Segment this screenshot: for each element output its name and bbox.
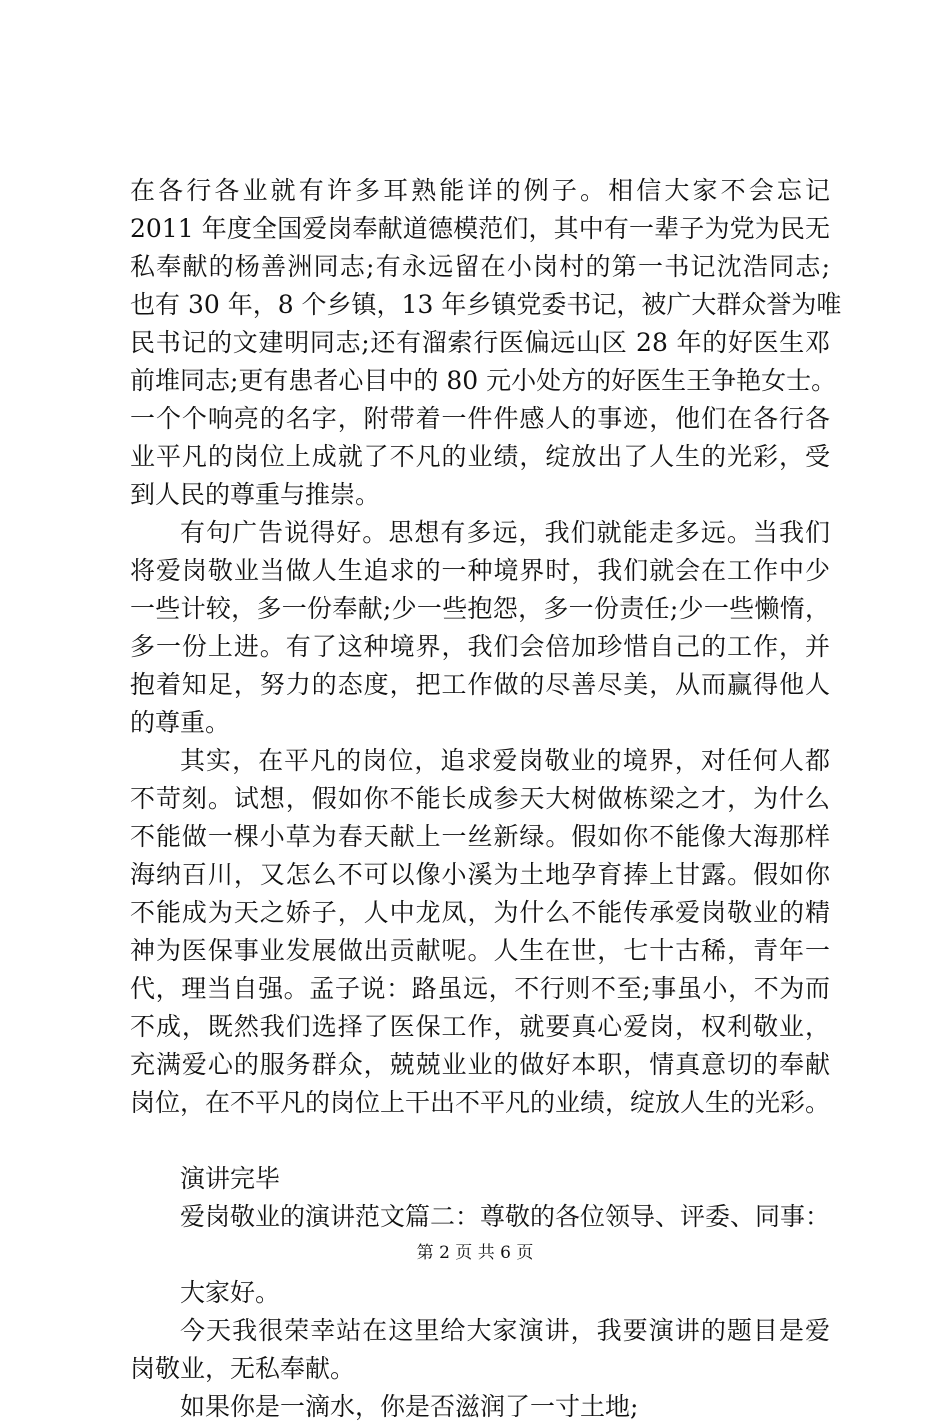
text-line: 不成，既然我们选择了医保工作，就要真心爱岗，权利敬业，	[130, 1012, 830, 1041]
text-line: 一些计较，多一份奉献;少一些抱怨，多一份责任;少一些懒惰，	[130, 594, 830, 623]
text-line: 海纳百川，又怎么不可以像小溪为土地孕育捧上甘露。假如你	[130, 860, 830, 889]
section-heading: 爱岗敬业的演讲范文篇二：尊敬的各位领导、评委、同事：	[180, 1202, 831, 1231]
paragraph-first-line: 其实，在平凡的岗位，追求爱岗敬业的境界，对任何人都	[180, 746, 830, 775]
text-line: 不能成为天之娇子，人中龙凤，为什么不能传承爱岗敬业的精	[130, 898, 830, 927]
text-line: 民书记的文建明同志;还有溜索行医偏远山区 28 年的好医生邓	[130, 328, 830, 357]
document-body	[130, 172, 842, 1426]
text-line: 将爱岗敬业当做人生追求的一种境界时，我们就会在工作中少	[130, 556, 830, 585]
text-line: 一个个响亮的名字，附带着一件件感人的事迹，他们在各行各	[130, 404, 830, 433]
paragraph-first-line: 有句广告说得好。思想有多远，我们就能走多远。当我们	[180, 518, 830, 547]
greeting-line: 大家好。	[180, 1278, 281, 1307]
text-line: 业平凡的岗位上成就了不凡的业绩，绽放出了人生的光彩，受	[130, 442, 830, 471]
text-line: 前堆同志;更有患者心目中的 80 元小处方的好医生王争艳女士。	[130, 366, 837, 395]
paragraph-gap	[130, 1122, 830, 1160]
text-line: 的尊重。	[130, 708, 231, 737]
text-line: 代，理当自强。孟子说：路虽远，不行则不至;事虽小，不为而	[130, 974, 830, 1003]
closing-line: 演讲完毕	[180, 1164, 281, 1193]
text-line: 不苛刻。试想，假如你不能长成参天大树做栋梁之才，为什么	[130, 784, 830, 813]
text-line: 抱着知足，努力的态度，把工作做的尽善尽美，从而赢得他人	[130, 670, 830, 699]
text-line: 在各行各业就有许多耳熟能详的例子。相信大家不会忘记	[130, 176, 830, 205]
text-line: 充满爱心的服务群众，兢兢业业的做好本职，情真意切的奉献	[130, 1050, 830, 1079]
text-line: 也有 30 年，8 个乡镇，13 年乡镇党委书记，被广大群众誉为唯	[130, 290, 842, 319]
text-line: 岗位，在不平凡的岗位上干出不平凡的业绩，绽放人生的光彩。	[130, 1088, 831, 1117]
text-line: 神为医保事业发展做出贡献呢。人生在世，七十古稀，青年一	[130, 936, 830, 965]
text-line: 2011 年度全国爱岗奉献道德模范们，其中有一辈子为党为民无	[130, 214, 830, 243]
text-line: 到人民的尊重与推崇。	[130, 480, 381, 509]
text-line: 多一份上进。有了这种境界，我们会倍加珍惜自己的工作，并	[130, 632, 830, 661]
text-line: 岗敬业，无私奉献。	[130, 1354, 356, 1383]
paragraph-first-line: 如果你是一滴水，你是否滋润了一寸土地;	[180, 1392, 639, 1421]
page-number-footer: 第 2 页 共 6 页	[416, 1243, 534, 1263]
text-line: 私奉献的杨善洲同志;有永远留在小岗村的第一书记沈浩同志;	[130, 252, 830, 281]
text-line: 不能做一棵小草为春天献上一丝新绿。假如你不能像大海那样	[130, 822, 830, 851]
paragraph-first-line: 今天我很荣幸站在这里给大家演讲，我要演讲的题目是爱	[180, 1316, 830, 1345]
